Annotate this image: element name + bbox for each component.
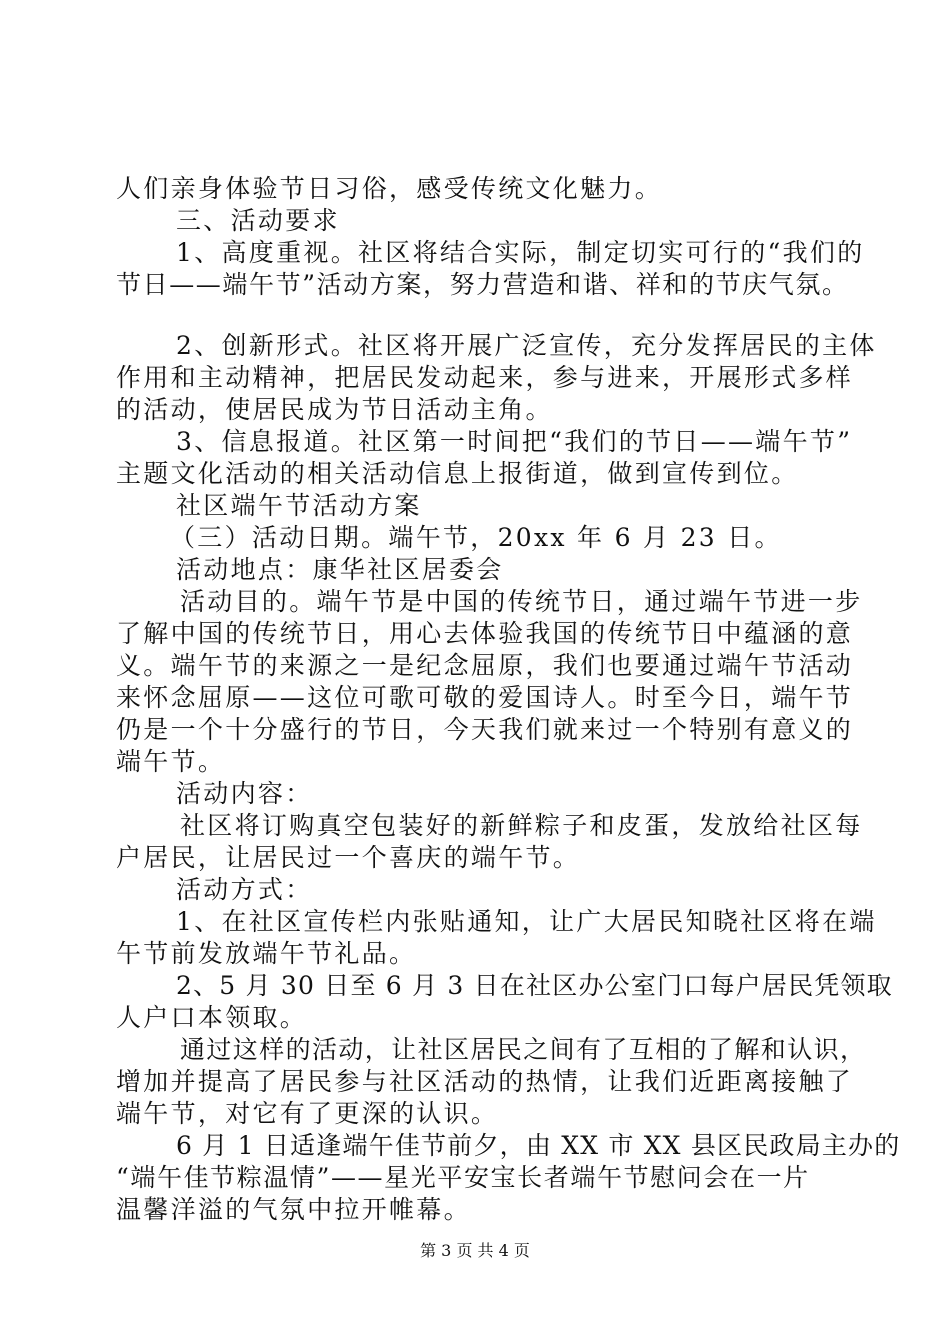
text-line: 义。端午节的来源之一是纪念屈原，我们也要通过端午节活动: [116, 651, 854, 680]
section-heading: 社区端午节活动方案: [176, 491, 422, 520]
page-number-footer: 第 3 页 共 4 页: [420, 1241, 530, 1260]
text-line: 3、信息报道。社区第一时间把“我们的节日——端午节”: [176, 427, 853, 456]
text-line: 仍是一个十分盛行的节日，今天我们就来过一个特别有意义的: [116, 715, 854, 744]
text-line: （三）活动日期。端午节，20xx 年 6 月 23 日。: [170, 523, 782, 552]
text-line: 通过这样的活动，让社区居民之间有了互相的了解和认识，: [180, 1035, 867, 1064]
text-line: 来怀念屈原——这位可歌可敬的爱国诗人。时至今日，端午节: [116, 683, 854, 712]
text-line: 的活动，使居民成为节日活动主角。: [116, 395, 553, 424]
text-line: 作用和主动精神，把居民发动起来，参与进来，开展形式多样: [116, 363, 854, 392]
text-line: 增加并提高了居民参与社区活动的热情，让我们近距离接触了: [116, 1067, 854, 1096]
section-heading: 三、活动要求: [176, 206, 340, 235]
text-line: 2、5 月 30 日至 6 月 3 日在社区办公室门口每户居民凭领取: [176, 971, 893, 1000]
text-line: 端午节。: [116, 747, 226, 776]
text-line: 社区将订购真空包装好的新鲜粽子和皮蛋，发放给社区每: [180, 811, 863, 840]
text-line: 端午节，对它有了更深的认识。: [116, 1099, 499, 1128]
text-line: 1、高度重视。社区将结合实际，制定切实可行的“我们的: [176, 238, 865, 267]
text-line: 2、创新形式。社区将开展广泛宣传，充分发挥居民的主体: [176, 331, 877, 360]
text-line: 午节前发放端午节礼品。: [116, 939, 417, 968]
text-line: 节日——端午节”活动方案，努力营造和谐、祥和的节庆气氛。: [116, 270, 849, 299]
section-heading: 活动内容：: [176, 779, 313, 808]
text-line: 活动地点：康华社区居委会: [176, 555, 504, 584]
text-line: 活动目的。端午节是中国的传统节日，通过端午节进一步: [180, 587, 863, 616]
text-line: 户居民，让居民过一个喜庆的端午节。: [116, 843, 581, 872]
text-line: 1、在社区宣传栏内张贴通知，让广大居民知晓社区将在端: [176, 907, 877, 936]
text-line: 温馨洋溢的气氛中拉开帷幕。: [116, 1195, 471, 1224]
text-line: 人们亲身体验节日习俗，感受传统文化魅力。: [116, 174, 663, 203]
section-heading: 活动方式：: [176, 875, 313, 904]
text-line: 6 月 1 日适逢端午佳节前夕，由 XX 市 XX 县区民政局主办的: [176, 1131, 901, 1160]
text-line: 人户口本领取。: [116, 1003, 308, 1032]
text-line: 主题文化活动的相关活动信息上报街道，做到宣传到位。: [116, 459, 799, 488]
text-line: 了解中国的传统节日，用心去体验我国的传统节日中蕴涵的意: [116, 619, 854, 648]
text-line: “端午佳节粽温情”——星光平安宝长者端午节慰问会在一片: [116, 1163, 810, 1192]
